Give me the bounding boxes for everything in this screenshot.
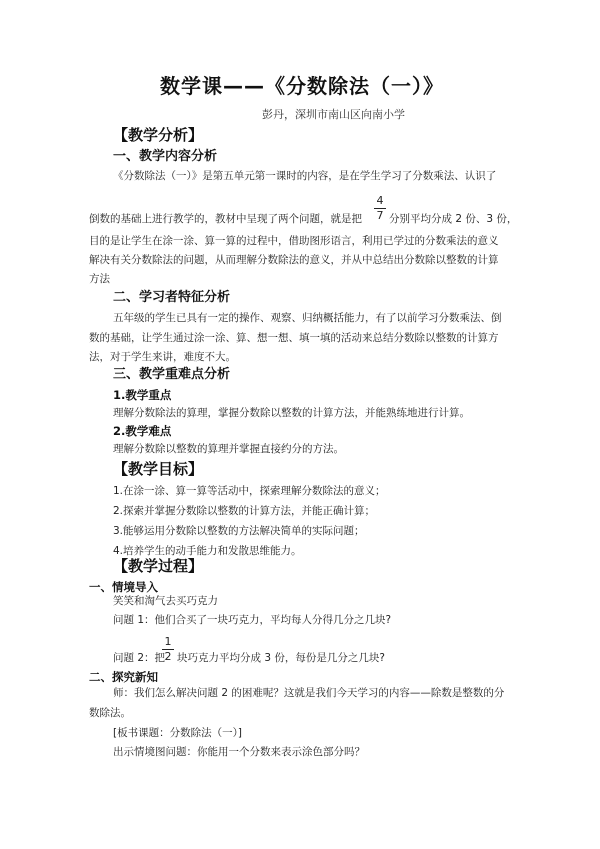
key-point-heading: 1.教学重点: [113, 388, 172, 402]
fraction-numerator: 4: [376, 194, 384, 207]
paragraph-line: 方法: [89, 273, 110, 285]
goal-item: 4.培养学生的动手能力和发散思维能力。: [113, 545, 302, 557]
paragraph-line: 师：我们怎么解决问题 2 的困难呢？这就是我们今天学习的内容——除数是整数的分: [113, 687, 505, 699]
paragraph-line: 法，对于学生来讲，难度不大。: [89, 351, 236, 363]
section-heading-goals: 【教学目标】: [113, 460, 204, 478]
subsection-heading-content: 一、教学内容分析: [113, 149, 218, 164]
section-heading-analysis: 【教学分析】: [113, 126, 204, 144]
paragraph-line: 五年级的学生已具有一定的操作、观察、归纳概括能力，有了以前学习分数乘法、倒: [113, 312, 502, 324]
question-2-suffix: 块巧克力平均分成 3 份，每份是几分之几块?: [177, 652, 385, 664]
fraction-denominator: 7: [376, 209, 384, 222]
goal-item: 1.在涂一涂、算一算等活动中，探索理解分数除法的意义；: [113, 485, 386, 497]
key-point-text: 理解分数除法的算理，掌握分数除以整数的计算方法，并能熟练地进行计算。: [113, 407, 470, 419]
paragraph-line: 出示情境图问题：你能用一个分数来表示涂色部分吗？: [113, 746, 365, 758]
goal-item: 3.能够运用分数除以整数的方法解决简单的实际问题；: [113, 525, 365, 537]
subsection-heading-difficulty: 三、教学重难点分析: [113, 367, 231, 382]
subsection-heading-explore: 二、探究新知: [89, 670, 158, 684]
difficult-point-heading: 2.教学难点: [113, 424, 172, 438]
paragraph-line: 目的是让学生在涂一涂、算一算的过程中，借助图形语言，利用已学过的分数乘法的意义: [89, 235, 499, 247]
fraction-four-sevenths: [374, 195, 386, 222]
paragraph-line: 分别平均分成 2 份、3 份，: [389, 213, 518, 225]
subsection-heading-intro: 一、情境导入: [89, 580, 158, 594]
fraction-numerator: 1: [164, 635, 172, 648]
paragraph-line: 笑笑和淘气去买巧克力: [113, 595, 218, 607]
subsection-heading-learner: 二、学习者特征分析: [113, 290, 231, 305]
paragraph-line: 解决有关分数除法的问题，从而理解分数除法的意义，并从中总结出分数除以整数的计算: [89, 254, 499, 266]
board-title: [板书课题：分数除法（一）]: [113, 727, 242, 739]
fraction-one-half: [162, 636, 174, 663]
goal-item: 2.探索并掌握分数除以整数的计算方法，并能正确计算；: [113, 505, 376, 517]
paragraph-line: 数的基础，让学生通过涂一涂、算、想一想、填一填的活动来总结分数除以整数的计算方: [89, 332, 499, 344]
author-line: 彭丹，深圳市南山区向南小学: [262, 108, 405, 121]
paragraph-line: 倒数的基础上进行教学的，教材中呈现了两个问题，就是把: [89, 213, 362, 225]
question-2-prefix: 问题 2：把: [113, 652, 166, 664]
section-heading-process: 【教学过程】: [113, 557, 204, 575]
question-1: 问题 1：他们合买了一块巧克力，平均每人分得几分之几块?: [113, 614, 392, 626]
difficult-point-text: 理解分数除以整数的算理并掌握直接约分的方法。: [113, 443, 344, 455]
paragraph-line: 数除法。: [89, 707, 131, 719]
paragraph-line: 《分数除法（一）》是第五单元第一课时的内容，是在学生学习了分数乘法、认识了: [113, 170, 497, 182]
fraction-denominator: 2: [164, 650, 172, 663]
document-title: 数学课——《分数除法（一）》: [160, 74, 444, 98]
